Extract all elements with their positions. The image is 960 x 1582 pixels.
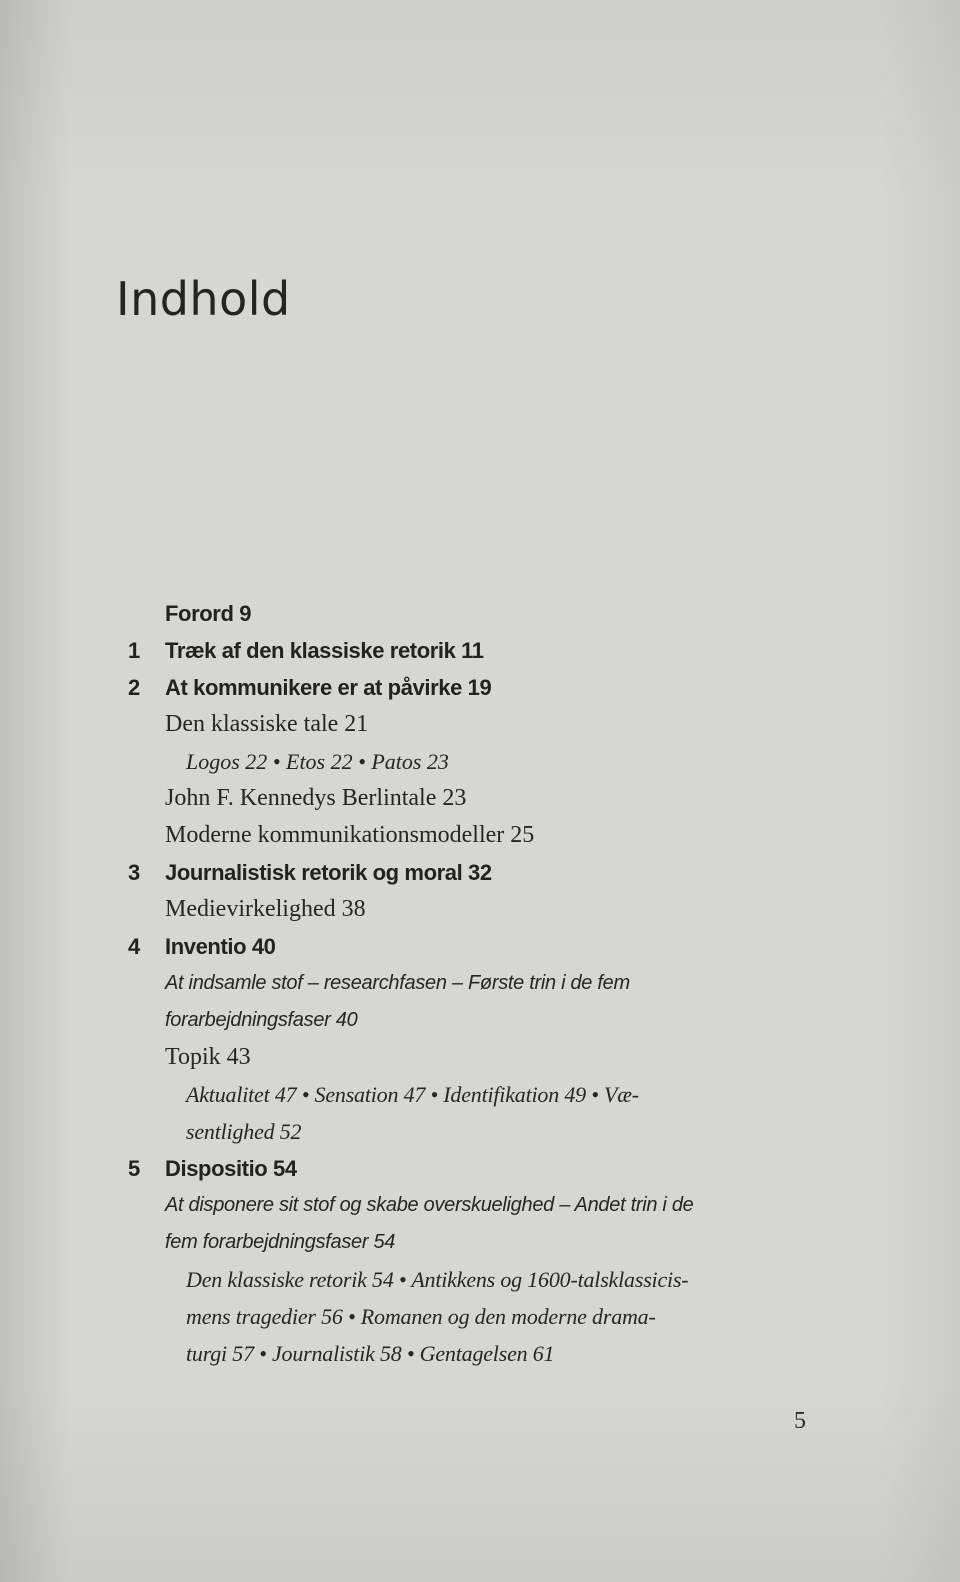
toc-section: Den klassiske tale 21 — [165, 711, 369, 737]
chapter-number: 3 — [128, 860, 140, 885]
toc-chapter-lead: fem forarbejdningsfaser 54 — [165, 1231, 396, 1253]
toc-section: John F. Kennedys Berlintale 23 — [165, 785, 467, 811]
toc-subsection: Den klassiske retorik 54 • Antikkens og 1600-talsklassicis- — [186, 1267, 689, 1292]
page-number: 5 — [794, 1408, 806, 1434]
toc-chapter — [0, 669, 960, 706]
toc-section: Moderne kommunikationsmodeller 25 — [165, 822, 535, 848]
chapter-number: 4 — [128, 934, 140, 959]
chapter-title: Træk af den klassiske retorik 11 — [165, 638, 484, 663]
chapter-number: 1 — [128, 638, 140, 663]
toc-chapter-lead: At indsamle stof – researchfasen – Første trin i de fem — [165, 972, 630, 994]
toc-chapter — [0, 595, 960, 632]
chapter-title: Journalistisk retorik og moral 32 — [165, 860, 492, 885]
chapter-title: Dispositio 54 — [165, 1156, 297, 1181]
toc-section: Medievirkelighed 38 — [165, 896, 366, 922]
toc-chapter-lead: At disponere sit stof og skabe overskuelighed – Andet trin i de — [165, 1194, 694, 1216]
toc-subsection: Aktualitet 47 • Sensation 47 • Identifikation 49 • Væ- — [186, 1082, 639, 1107]
toc-chapter — [0, 854, 960, 891]
chapter-title: Forord 9 — [165, 601, 252, 626]
toc-subsection: sentlighed 52 — [186, 1119, 302, 1144]
table-of-contents — [0, 595, 960, 1372]
toc-subsection: mens tragedier 56 • Romanen og den moderne drama- — [186, 1304, 656, 1329]
toc-section: Topik 43 — [165, 1044, 251, 1070]
chapter-number: 2 — [128, 675, 140, 700]
chapter-number: 5 — [128, 1156, 140, 1181]
toc-chapter — [0, 928, 960, 965]
toc-chapter — [0, 1150, 960, 1187]
page-title: Indhold — [116, 272, 291, 326]
toc-chapter-lead: forarbejdningsfaser 40 — [165, 1009, 358, 1031]
toc-subsection: turgi 57 • Journalistik 58 • Gentagelsen 61 — [186, 1341, 555, 1366]
toc-chapter — [0, 632, 960, 669]
toc-subsection: Logos 22 • Etos 22 • Patos 23 — [186, 749, 449, 774]
chapter-title: Inventio 40 — [165, 934, 276, 959]
chapter-title: At kommunikere er at påvirke 19 — [165, 675, 492, 700]
